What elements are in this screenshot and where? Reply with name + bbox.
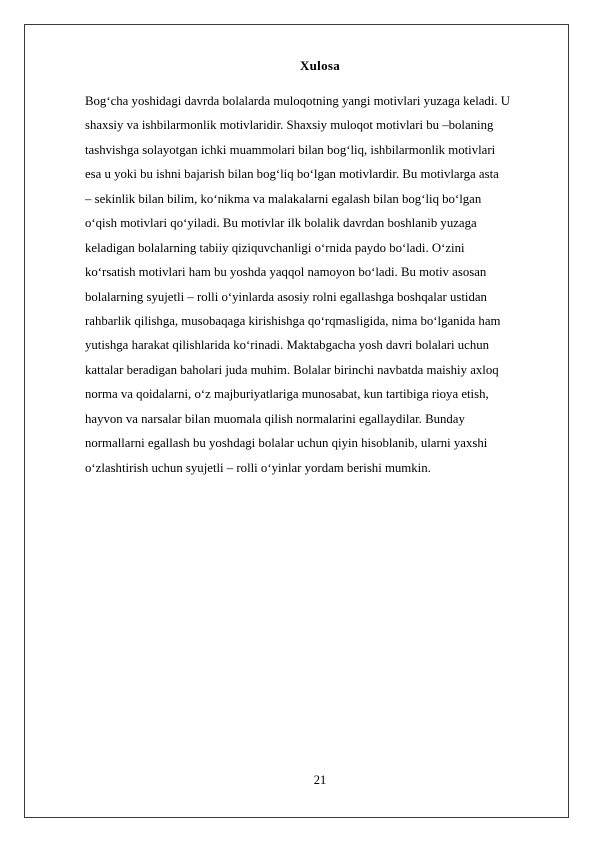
body-paragraph [85, 89, 554, 480]
paragraph-line: o‘qish motivlari qo‘yiladi. Bu motivlar ilk bolalik davrdan boshlanib yuzaga [85, 216, 477, 231]
paragraph-line: norma va qoidalarni, o‘z majburiyatlariga munosabat, kun tartibiga rioya etish, [85, 387, 489, 402]
paragraph-line: shaxsiy va ishbilarmonlik motivlaridir. Shaxsiy muloqot motivlari bu –bolaning [85, 118, 494, 133]
page-number: 21 [313, 773, 327, 787]
paragraph-line: rahbarlik qilishga, musobaqaga kirishishga qo‘rqmasligida, nima bo‘lganida ham [85, 313, 501, 328]
paragraph-line: – sekinlik bilan bilim, ko‘nikma va malakalarni egalash bilan bog‘liq bo‘lgan [85, 191, 482, 206]
paragraph-line: bolalarning syujetli – rolli o‘yinlarda asosiy rolni egallashga boshqalar ustidan [85, 289, 487, 304]
paragraph-line: hayvon va narsalar bilan muomala qilish normalarini egallaydilar. Bunday [85, 411, 465, 426]
paragraph-line: keladigan bolalarning tabiiy qiziquvchanligi o‘rnida paydo bo‘ladi. O‘zini [85, 240, 465, 255]
paragraph-line: kattalar beradigan baholari juda muhim. Bolalar birinchi navbatda maishiy axloq [85, 362, 499, 377]
paragraph-line: ko‘rsatish motivlari ham bu yoshda yaqqol namoyon bo‘ladi. Bu motiv asosan [85, 265, 487, 280]
paragraph-line: yutishga harakat qilishlarida ko‘rinadi. Maktabgacha yosh davri bolalari uchun [85, 338, 490, 353]
paragraph-line: tashvishga solayotgan ichki muammolari bilan bog‘liq, ishbilarmonlik motivlari [85, 142, 496, 157]
paragraph-line: Bog‘cha yoshidagi davrda bolalarda muloqotning yangi motivlari yuzaga keladi. U [85, 94, 511, 108]
paragraph-line: o‘zlashtirish uchun syujetli – rolli o‘yinlar yordam berishi mumkin. [85, 460, 431, 475]
paragraph-line: normallarni egallash bu yoshdagi bolalar uchun qiyin hisoblanib, ularni yaxshi [85, 436, 488, 451]
page-title: Xulosa [299, 58, 341, 73]
paragraph-line: esa u yoki bu ishni bajarish bilan bog‘liq bo‘lgan motivlardir. Bu motivlarga asta [85, 167, 499, 182]
